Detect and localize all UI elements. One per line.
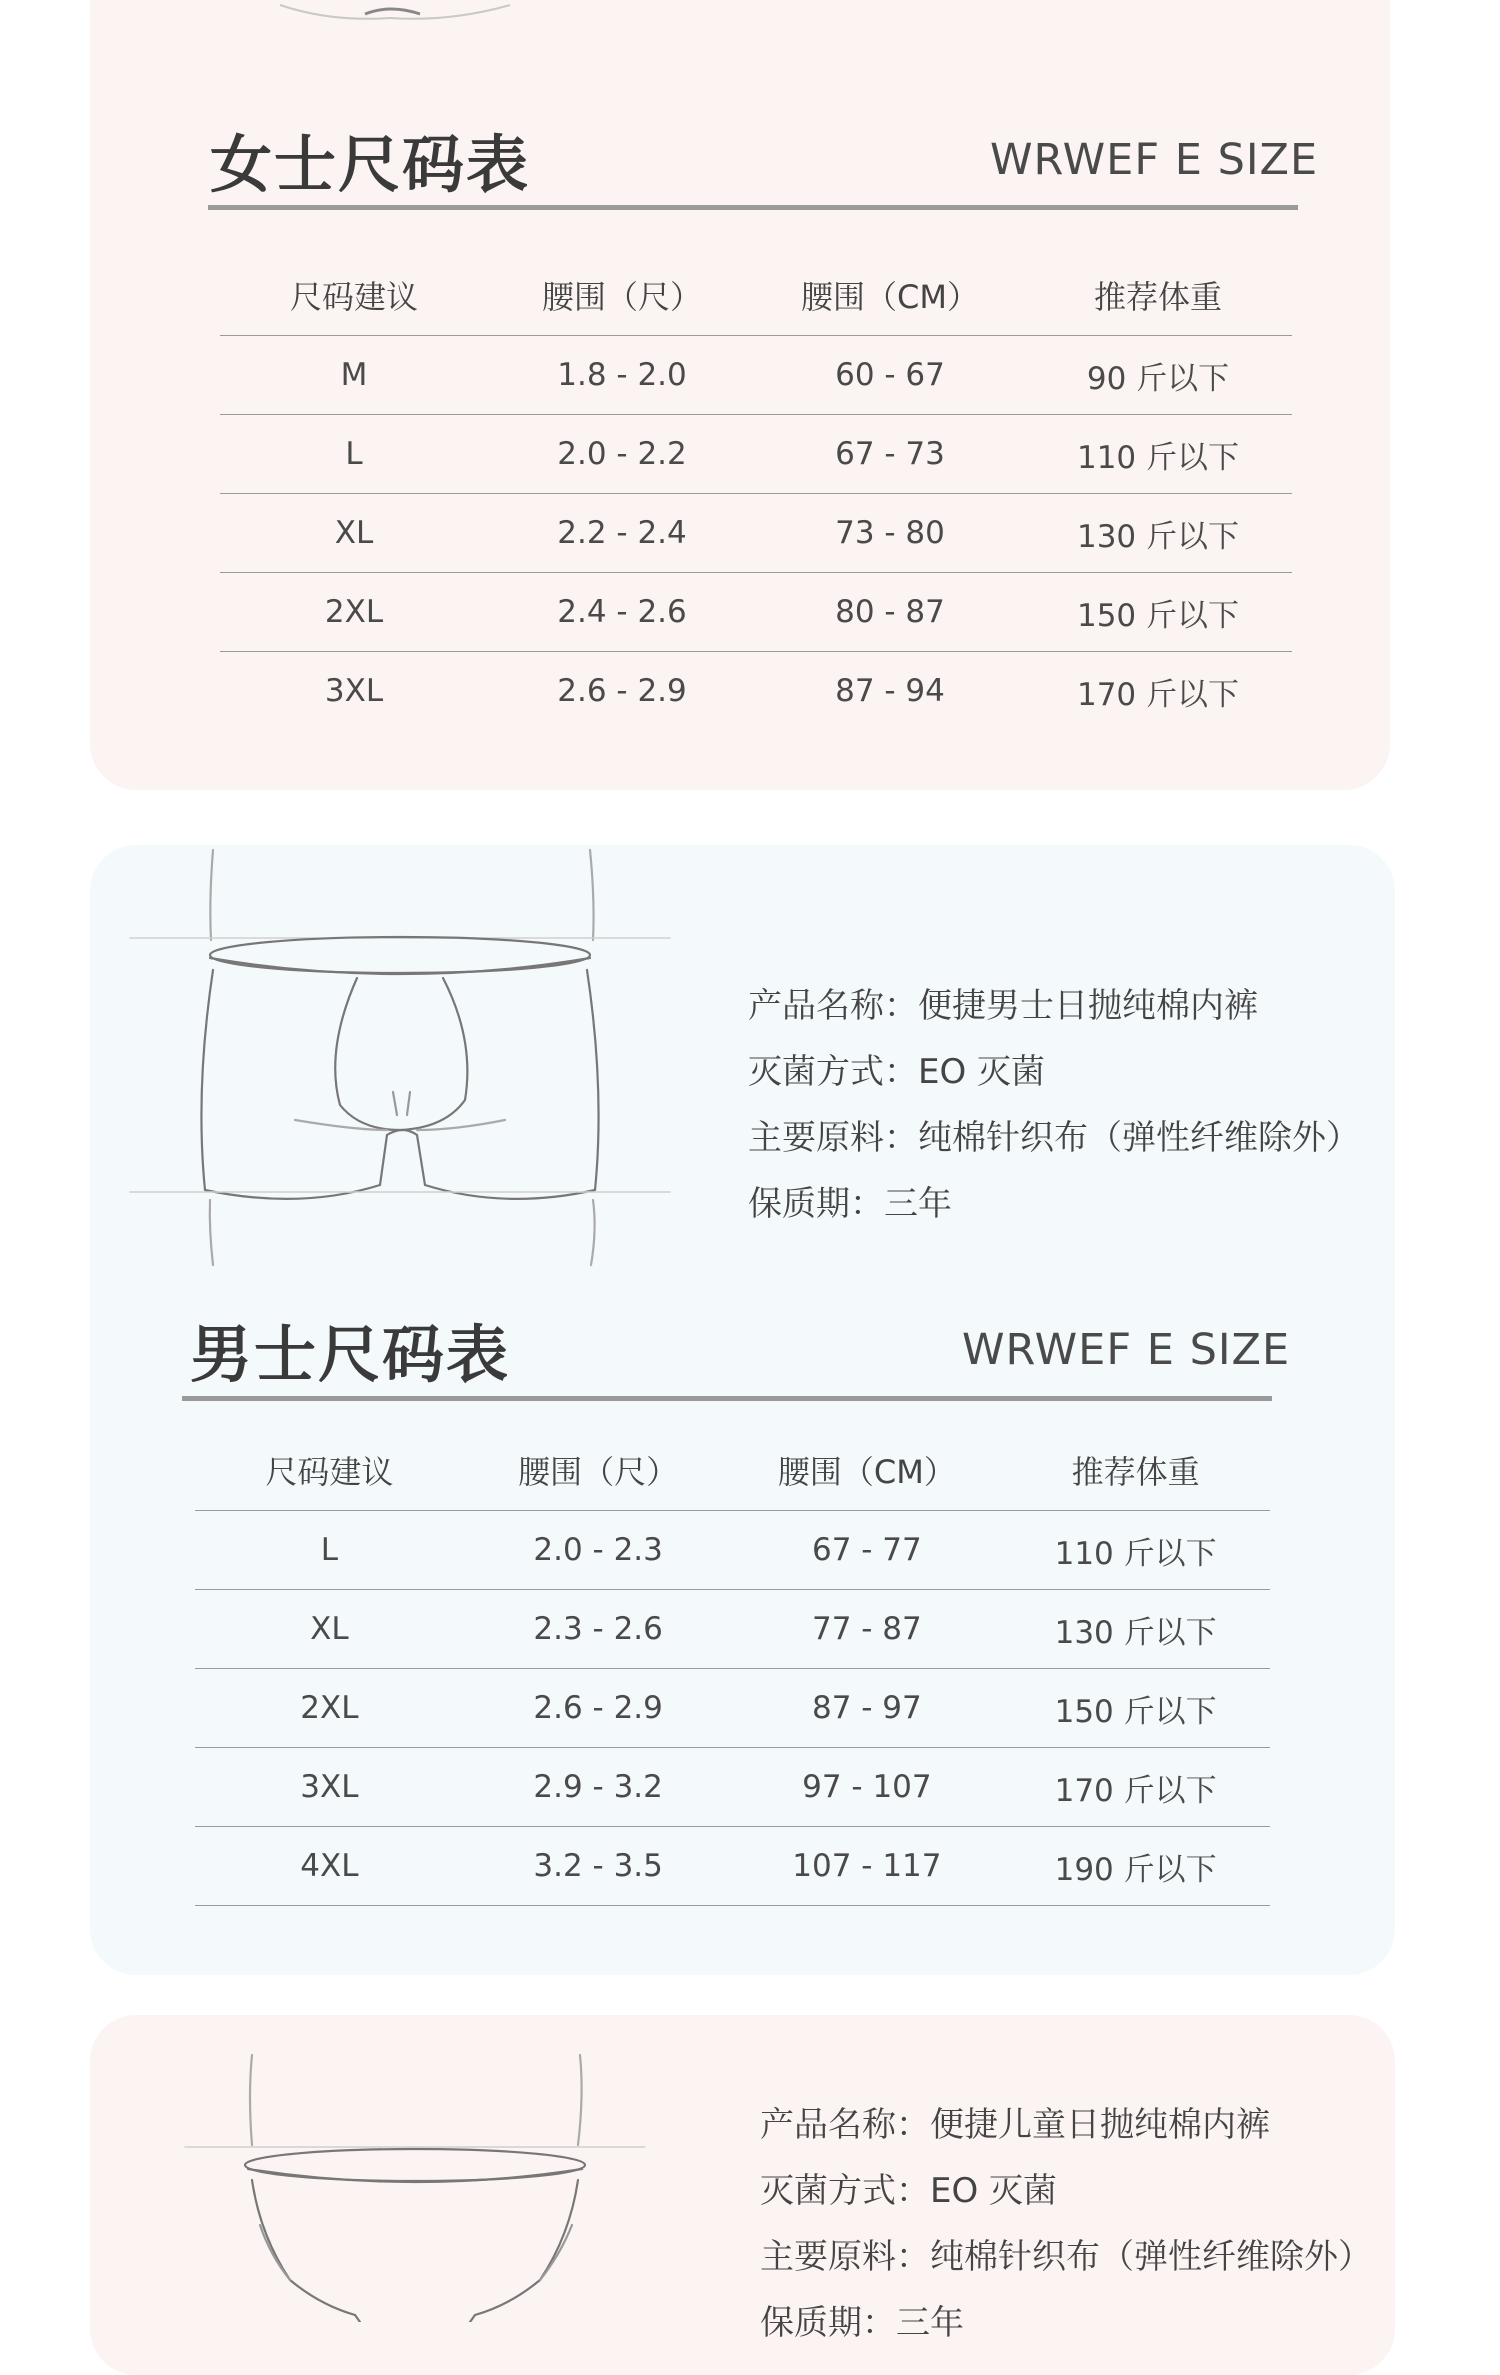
women-size-title: 女士尺码表: [210, 128, 531, 201]
cell-weight: 130 斤以下: [1054, 1614, 1217, 1651]
cell-size: 2XL: [300, 1690, 359, 1726]
table-row: [195, 1511, 1270, 1590]
table-row: [220, 494, 1292, 573]
table-row: [220, 336, 1292, 415]
cell-size: 3XL: [324, 673, 384, 709]
cell-waist-chi: 2.0 - 2.2: [557, 436, 687, 472]
table-row: [195, 1748, 1270, 1827]
cell-waist-cm: 80 - 87: [835, 594, 945, 630]
cell-weight: 110 斤以下: [1054, 1535, 1217, 1572]
cell-size: L: [320, 1532, 339, 1568]
kids-product-info: [760, 2092, 1372, 2356]
header-waist-cm: 腰围（CM）: [777, 1453, 956, 1491]
cell-waist-chi: 2.4 - 2.6: [557, 594, 687, 630]
cell-waist-chi: 3.2 - 3.5: [533, 1848, 663, 1884]
men-size-table: [195, 1430, 1270, 1906]
header-size: 尺码建议: [289, 278, 418, 316]
table-row: [220, 652, 1292, 730]
table-header-row: [220, 255, 1292, 336]
cell-waist-chi: 2.6 - 2.9: [533, 1690, 663, 1726]
briefs-sketch: [180, 2035, 650, 2322]
cell-waist-chi: 2.3 - 2.6: [533, 1611, 663, 1647]
cell-weight: 130 斤以下: [1076, 518, 1240, 555]
info-sterilization: 灭菌方式：EO 灭菌: [748, 1052, 1046, 1092]
header-weight: 推荐体重: [1071, 1453, 1200, 1491]
cell-size: M: [340, 357, 368, 393]
cell-waist-chi: 2.2 - 2.4: [557, 515, 687, 551]
men-size-title: 男士尺码表: [190, 1318, 511, 1391]
cell-weight: 90 斤以下: [1086, 360, 1230, 397]
cell-weight: 170 斤以下: [1076, 676, 1240, 713]
women-size-subtitle: WRWEF E SIZE: [990, 135, 1319, 185]
cell-waist-cm: 87 - 97: [811, 1690, 922, 1726]
men-size-subtitle: WRWEF E SIZE: [962, 1325, 1291, 1375]
cell-waist-cm: 60 - 67: [835, 357, 945, 393]
info-product-name: 产品名称：便捷男士日抛纯棉内裤: [748, 986, 1258, 1026]
table-row: [195, 1827, 1270, 1906]
header-weight: 推荐体重: [1093, 278, 1222, 316]
cell-size: 2XL: [324, 594, 384, 630]
info-material: 主要原料：纯棉针织布（弹性纤维除外）: [748, 1118, 1360, 1158]
cell-size: L: [345, 436, 363, 472]
table-row: [195, 1669, 1270, 1748]
cell-weight: 110 斤以下: [1076, 439, 1240, 476]
table-row: [220, 415, 1292, 494]
boxer-briefs-sketch: [125, 830, 685, 1270]
cell-waist-cm: 87 - 94: [835, 673, 945, 709]
cell-weight: 150 斤以下: [1076, 597, 1240, 634]
cell-waist-chi: 2.0 - 2.3: [533, 1532, 663, 1568]
info-sterilization: 灭菌方式：EO 灭菌: [760, 2171, 1058, 2211]
cell-size: 3XL: [300, 1769, 359, 1805]
cell-waist-cm: 97 - 107: [802, 1769, 932, 1805]
cell-waist-cm: 107 - 117: [792, 1848, 942, 1884]
table-header-row: [195, 1430, 1270, 1511]
cell-size: XL: [334, 515, 374, 551]
women-size-table: [220, 255, 1292, 730]
header-size: 尺码建议: [265, 1453, 394, 1491]
header-waist-cm: 腰围（CM）: [801, 278, 979, 316]
cell-size: XL: [310, 1611, 349, 1647]
table-row: [195, 1590, 1270, 1669]
men-title-rule: [182, 1396, 1272, 1401]
cell-waist-chi: 1.8 - 2.0: [557, 357, 687, 393]
header-waist-chi: 腰围（尺）: [541, 278, 702, 316]
info-product-name: 产品名称：便捷儿童日抛纯棉内裤: [760, 2105, 1270, 2145]
table-row: [220, 573, 1292, 652]
cell-weight: 190 斤以下: [1054, 1851, 1217, 1888]
info-material: 主要原料：纯棉针织布（弹性纤维除外）: [760, 2237, 1372, 2277]
garment-sketch-top: [270, 0, 530, 30]
info-shelf-life: 保质期：三年: [760, 2303, 964, 2343]
women-title-rule: [208, 205, 1298, 210]
cell-waist-chi: 2.6 - 2.9: [557, 673, 687, 709]
cell-weight: 150 斤以下: [1054, 1693, 1217, 1730]
cell-waist-cm: 67 - 77: [811, 1532, 922, 1568]
info-shelf-life: 保质期：三年: [748, 1184, 952, 1224]
cell-waist-cm: 77 - 87: [811, 1611, 922, 1647]
cell-waist-cm: 67 - 73: [835, 436, 945, 472]
cell-waist-cm: 73 - 80: [835, 515, 945, 551]
header-waist-chi: 腰围（尺）: [518, 1453, 679, 1491]
men-product-info: [748, 973, 1360, 1237]
cell-size: 4XL: [300, 1848, 359, 1884]
cell-weight: 170 斤以下: [1054, 1772, 1217, 1809]
cell-waist-chi: 2.9 - 3.2: [533, 1769, 663, 1805]
